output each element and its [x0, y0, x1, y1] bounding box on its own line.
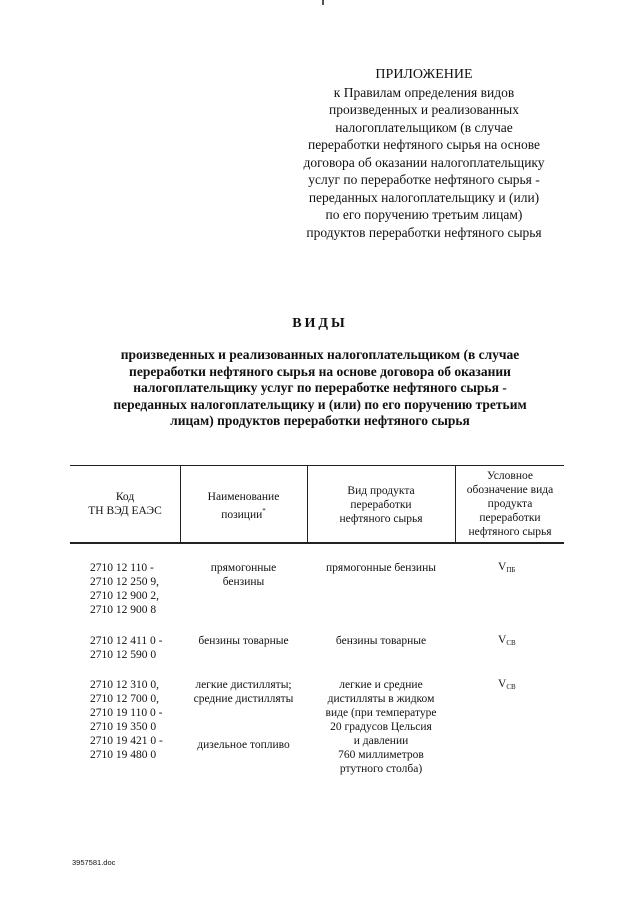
document-subtitle: [60, 347, 580, 430]
subtitle-line: произведенных и реализованных налогоплательщиком (в случае: [120, 347, 520, 362]
appendix-line: переработки нефтяного сырья на основе: [307, 137, 541, 152]
subtitle-line: переработки нефтяного сырья на основе договора об оказании: [129, 363, 511, 379]
table-row-symbol: $V_{ПБ}$: [498, 561, 516, 574]
table-row-symbol: $V_{СВ}$: [498, 678, 516, 691]
appendix-line: договора об оказании налогоплательщику: [303, 154, 545, 170]
appendix-line: продуктов переработки нефтяного сырья: [306, 224, 542, 240]
header-name: Наименование позиции*: [207, 491, 280, 521]
appendix-line: к Правилам определения видов: [333, 84, 515, 100]
subtitle-line: лицам) продуктов переработки нефтяного сырья: [170, 413, 470, 428]
table-column-divider: [307, 465, 308, 543]
table-row-codes: 2710 12 310 0, 2710 12 700 0, 2710 19 110 0 - 2710 19 350 0 2710 19 421 0 - 2710 19 480 0: [90, 679, 163, 761]
subtitle-line: переданных налогоплательщику и (или) по его поручению третьим: [113, 396, 527, 412]
table-header-rule: [70, 542, 564, 544]
appendix-line: налогоплательщиком (в случае: [335, 119, 513, 135]
appendix-line: произведенных и реализованных: [329, 102, 519, 117]
table-row-name-extra: дизельное топливо: [197, 739, 290, 751]
appendix-title: ПРИЛОЖЕНИЕ: [375, 67, 473, 82]
table-row-name: прямогонные бензины: [210, 562, 277, 588]
document-title: ВИДЫ: [292, 316, 348, 331]
appendix-line: по его поручению третьим лицам): [325, 207, 523, 222]
table-row-product: бензины товарные: [335, 635, 427, 647]
header-code: Код ТН ВЭД ЕАЭС: [88, 491, 162, 517]
table-row-name: легкие дистилляты; средние дистилляты: [193, 679, 294, 705]
table-row-symbol: $V_{СВ}$: [498, 634, 516, 647]
footnote-mark: *: [262, 507, 266, 515]
table-row-name: бензины товарные: [198, 635, 289, 647]
header-symbol: Условное обозначение вида продукта переработки нефтяного сырья: [466, 470, 554, 538]
table-top-rule: [70, 465, 564, 466]
appendix-line: переданных налогоплательщику и (или): [308, 189, 540, 205]
table-row-product: прямогонные бензины: [326, 562, 436, 574]
footer-filename: 3957581.doc: [72, 858, 116, 867]
table-row-product: легкие и средние дистилляты в жидком виде (при температуре 20 градусов Цельсия и давлении 760 миллиметров ртутного столба): [325, 679, 437, 775]
page-top-mark: [322, 0, 324, 5]
table-row-codes: 2710 12 110 - 2710 12 250 9, 2710 12 900 2, 2710 12 900 8: [90, 562, 159, 616]
header-product: Вид продукта переработки нефтяного сырья: [339, 485, 423, 525]
appendix-line: услуг по переработке нефтяного сырья -: [308, 172, 540, 187]
appendix-block: [268, 66, 580, 241]
table-column-divider: [180, 465, 181, 543]
subtitle-line: налогоплательщику услуг по переработке нефтяного сырья -: [133, 380, 507, 395]
table-row-codes: 2710 12 411 0 - 2710 12 590 0: [90, 635, 163, 661]
